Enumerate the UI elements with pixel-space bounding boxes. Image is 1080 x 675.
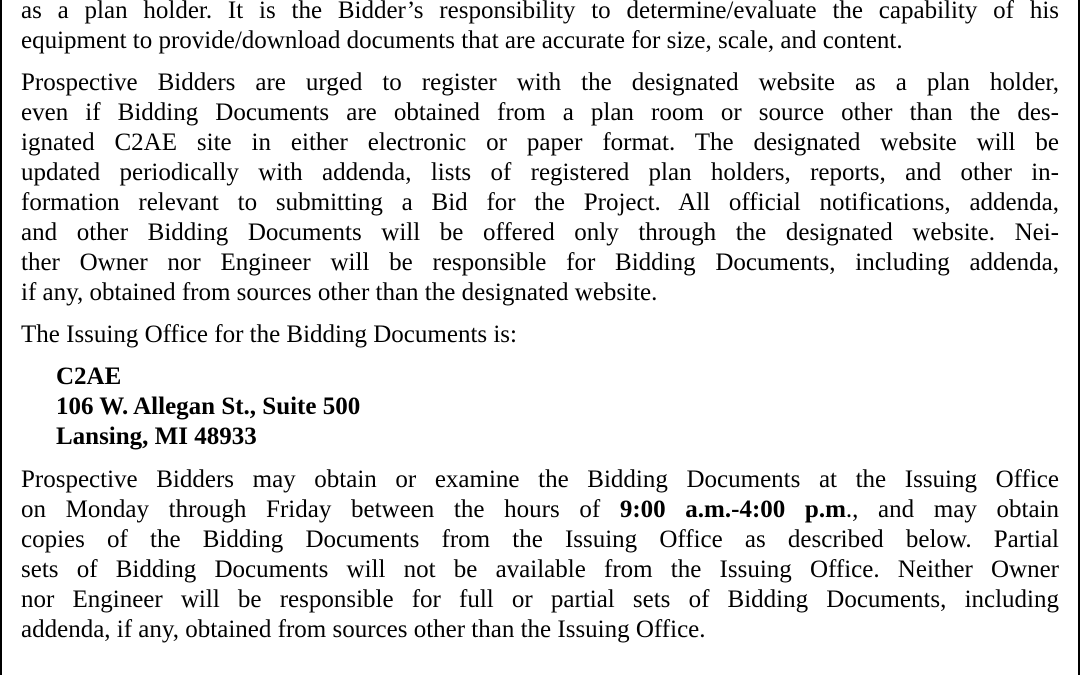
text-line: copies of the Bidding Documents from the Issuing Office as described below. Partial [21,526,1059,553]
address-city: Lansing, MI 48933 [56,423,257,450]
text-line: as a plan holder. It is the Bidder’s responsibility to determine/evaluate the capability of his [21,0,1059,24]
office-hours: 9:00 a.m.-4:00 p.m [619,496,846,523]
text-line: updated periodically with addenda, lists of registered plan holders, reports, and other in- [21,159,1059,186]
paragraph-register-website [21,68,1059,308]
text-line: Prospective Bidders are urged to register with the designated website as a plan holder, [21,69,1059,96]
text-line: formation relevant to submitting a Bid for the Project. All official notifications, addenda, [21,189,1059,216]
paragraph-issuing-office-intro [21,320,1059,350]
document-body [21,0,1059,657]
text-line: addenda, if any, obtained from sources other than the Issuing Office. [21,616,706,643]
issuing-office-address [21,362,1059,452]
text-line: nor Engineer will be responsible for full or partial sets of Bidding Documents, including [21,586,1059,613]
text-line: if any, obtained from sources other than the designated website. [21,279,658,306]
address-street: 106 W. Allegan St., Suite 500 [56,393,361,420]
text-line: ther Owner nor Engineer will be responsible for Bidding Documents, including addenda, [21,249,1059,276]
text-line-hours [21,495,1059,525]
text-line: The Issuing Office for the Bidding Documents is: [21,321,517,348]
hours-prefix: on Monday through Friday between the hours of [21,496,620,523]
address-name: C2AE [56,363,122,390]
text-line: Prospective Bidders may obtain or examine the Bidding Documents at the Issuing Office [21,466,1059,493]
text-line: equipment to provide/download documents that are accurate for size, scale, and content. [21,27,903,54]
paragraph-plan-holder-responsibility [21,0,1059,56]
paragraph-examine-documents [21,465,1059,645]
text-line: ignated C2AE site in either electronic or paper format. The designated website will be [21,129,1059,156]
text-line: even if Bidding Documents are obtained from a plan room or source other than the des- [21,99,1059,126]
text-line: sets of Bidding Documents will not be available from the Issuing Office. Neither Owner [21,556,1059,583]
text-line: and other Bidding Documents will be offered only through the designated website. Nei- [21,219,1059,246]
hours-suffix: ., and may obtain [845,496,1059,523]
